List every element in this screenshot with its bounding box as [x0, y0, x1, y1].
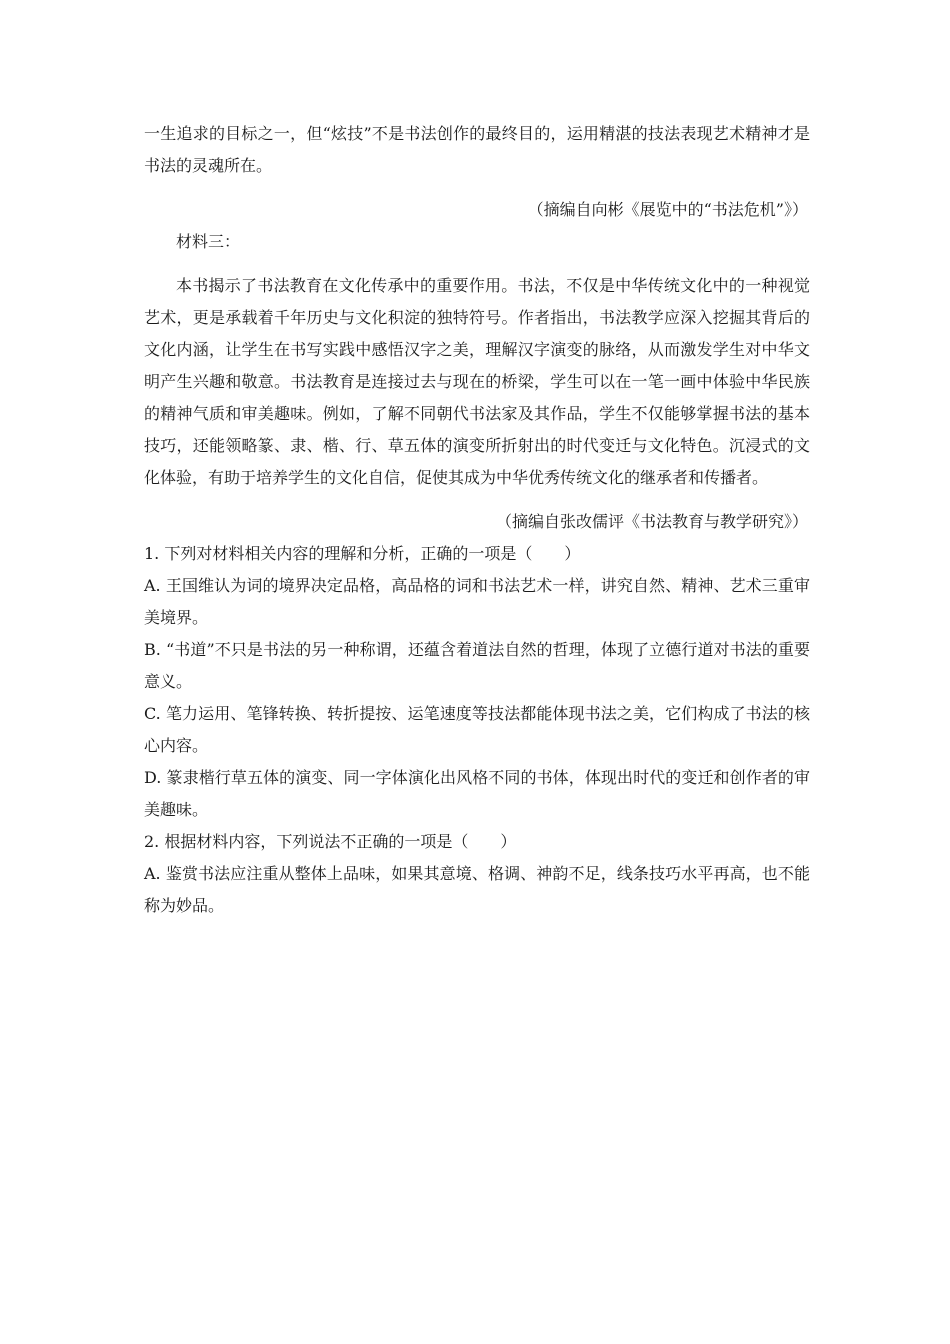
question-1-option-d: D. 篆隶楷行草五体的演变、同一字体演化出风格不同的书体，体现出时代的变迁和创作者的审美趣味。: [144, 768, 810, 819]
material3-paragraph: 本书揭示了书法教育在文化传承中的重要作用。书法，不仅是中华传统文化中的一种视觉艺术，更是承载着千年历史与文化积淀的独特符号。作者指出，书法教学应深入挖掘其背后的文化内涵，让学生在书写实践中感悟汉字之美，理解汉字演变的脉络，从而激发学生对中华文明产生兴趣和敬意。书法教育是连接过去与现在的桥梁，学生可以在一笔一画中体验中华民族的精神气质和审美趣味。例如，了解不同朝代书法家及其作品，学生不仅能够掌握书法的基本技巧，还能领略篆、隶、楷、行、草五体的演变所折射出的时代变迁与文化特色。沉浸式的文化体验，有助于培养学生的文化自信，促使其成为中华优秀传统文化的继承者和传播者。: [144, 276, 810, 487]
question-2-option-a: A. 鉴赏书法应注重从整体上品味，如果其意境、格调、神韵不足，线条技巧水平再高，也不能称为妙品。: [144, 864, 810, 915]
question-1-option-a: A. 王国维认为词的境界决定品格，高品格的词和书法艺术一样，讲究自然、精神、艺术三重审美境界。: [144, 576, 810, 627]
material3-label: 材料三：: [176, 232, 241, 251]
question-1-stem: 1. 下列对材料相关内容的理解和分析，正确的一项是（ ）: [144, 544, 581, 563]
document-body: [144, 118, 810, 922]
question-1-option-c: C. 笔力运用、笔锋转换、转折提按、运笔速度等技法都能体现书法之美，它们构成了书法的核心内容。: [144, 704, 810, 755]
question-2-stem: 2. 根据材料内容，下列说法不正确的一项是（ ）: [144, 832, 517, 851]
material3-source: （摘编自张改儒评《书法教育与教学研究》）: [495, 512, 808, 531]
material2-tail-paragraph: 一生追求的目标之一，但“炫技”不是书法创作的最终目的，运用精湛的技法表现艺术精神才是书法的灵魂所在。: [144, 124, 810, 175]
material2-source: （摘编自向彬《展览中的“书法危机”》）: [527, 200, 808, 219]
question-1-option-b: B. “书道”不只是书法的另一种称谓，还蕴含着道法自然的哲理，体现了立德行道对书法的重要意义。: [144, 640, 810, 691]
